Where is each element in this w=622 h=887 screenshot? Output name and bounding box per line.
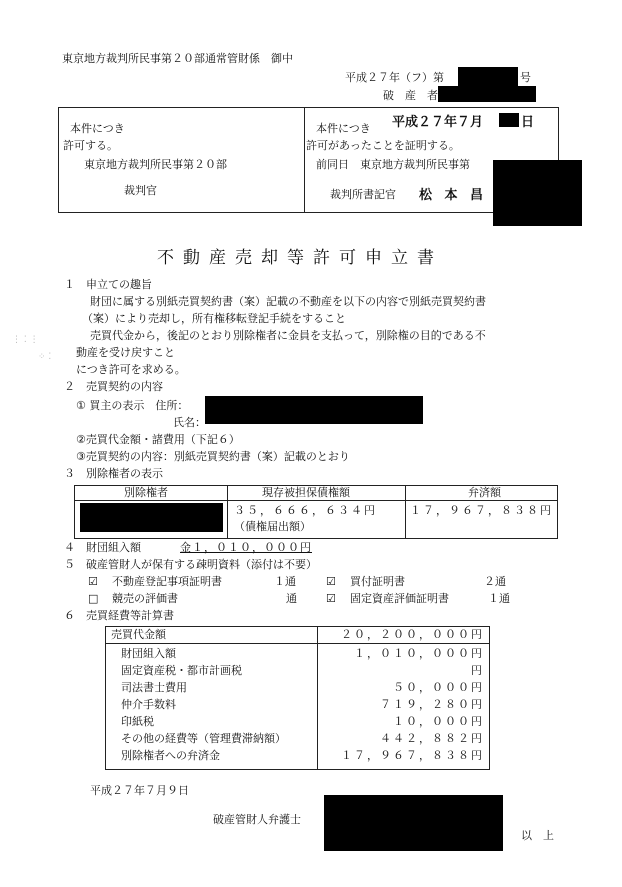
estate-amount: 金１，０１０，０００円	[180, 541, 312, 554]
expense-row-value: 円	[471, 664, 484, 677]
evidence-item-label: 買付証明書	[350, 575, 405, 588]
column-header-creditor: 別除権者	[124, 486, 168, 499]
table-col-divider	[227, 485, 228, 538]
secured-note: （債権届出額）	[234, 520, 311, 533]
section1-p3: につき許可を求める。	[76, 363, 186, 376]
evidence-item-label: 固定資産評価証明書	[350, 592, 449, 605]
case-number-prefix: 平成２７年（フ）第	[345, 71, 444, 84]
expense-row-label: 仲介手数料	[121, 698, 176, 711]
footer-date: 平成２７年７月９日	[90, 784, 189, 797]
section1-p1-line2: （案）により売却し，所有権移転登記手続をすること	[82, 312, 346, 325]
expense-row-label: その他の経費等（管理費滞納額）	[121, 732, 286, 745]
bankrupt-label: 破 産 者	[383, 89, 438, 102]
certificate-date-day-suffix: 日	[521, 115, 535, 130]
evidence-item-mark: ☑	[326, 592, 336, 605]
section1-p2-line2: 動産を受け戻すこと	[76, 346, 175, 359]
permission-line2: 許可する。	[63, 139, 118, 152]
section1-p2-line1: 売買代金から，後記のとおり別除権者に金員を支払って，別除権の目的である不	[90, 329, 486, 342]
redacted-day	[499, 113, 519, 127]
clerk-name: 松 本 昌	[419, 188, 488, 203]
permission-line1: 本件につき	[70, 122, 125, 135]
section3-heading: ３ 別除権者の表示	[64, 467, 163, 480]
evidence-item-count: １通	[274, 575, 296, 588]
evidence-item-mark: ☑	[88, 575, 98, 588]
evidence-item-mark: □	[88, 592, 99, 605]
section1-heading: １ 申立ての趣旨	[64, 278, 152, 291]
evidence-item-mark: ☑	[326, 575, 336, 588]
permission-court: 東京地方裁判所民事第２０部	[84, 158, 227, 171]
section4-heading: ４ 財団組入額	[64, 541, 141, 554]
certificate-line3: 前同日 東京地方裁判所民事第	[316, 158, 470, 171]
expense-row-label: 印紙税	[121, 715, 154, 728]
column-header-repayment: 弁済額	[468, 486, 501, 499]
expense-col-divider	[317, 626, 318, 769]
expense-total-label: 売買代金額	[111, 628, 166, 641]
expense-total-value: ２０，２００，０００円	[341, 628, 484, 641]
section1-p1-line1: 財団に属する別紙売買契約書（案）記載の不動産を以下の内容で別紙売買契約書	[90, 295, 486, 308]
expense-row-label: 財団組入額	[121, 647, 176, 660]
expense-row-value: １，０１０，０００円	[354, 647, 484, 660]
scan-dots: ⋮ ⁚ ⋮	[12, 335, 39, 345]
section2-item3: ③売買契約の内容：別紙売買契約書（案）記載のとおり	[76, 450, 350, 463]
addressee: 東京地方裁判所民事第２０部通常管財係 御中	[62, 52, 293, 65]
expense-row-value: ５０，０００円	[393, 681, 484, 694]
expense-divider	[105, 643, 489, 644]
redacted-buyer	[205, 396, 423, 424]
certificate-line2: 許可があったことを証明する。	[306, 139, 460, 152]
permission-judge: 裁判官	[124, 184, 157, 197]
expense-row-label: 別除権者への弁済金	[121, 749, 220, 762]
expense-row-label: 固定資産税・都市計画税	[121, 664, 242, 677]
buyer-name-label: 氏名：	[173, 416, 206, 429]
clerk-title: 裁判所書記官	[330, 188, 396, 201]
case-number-suffix: 号	[520, 71, 531, 84]
column-header-secured: 現存被担保債権額	[262, 486, 350, 499]
redacted-clerk-seal	[493, 160, 582, 226]
evidence-item-count: １通	[488, 592, 510, 605]
expense-row-label: 司法書士費用	[121, 681, 187, 694]
redacted-signer	[324, 795, 503, 851]
signer-label: 破産管財人弁護士	[213, 813, 301, 826]
buyer-address-label: ① 買主の表示 住所：	[76, 399, 189, 412]
redacted-creditor	[80, 503, 223, 532]
section6-heading: ６ 売買経費等計算書	[64, 609, 174, 622]
redacted-bankrupt-name	[438, 86, 536, 102]
evidence-item-label: 不動産登記事項証明書	[112, 575, 222, 588]
section2-heading: ２ 売買契約の内容	[64, 380, 163, 393]
closing: 以 上	[521, 829, 554, 842]
table-divider	[74, 500, 557, 501]
expense-row-value: ４４２，８８２円	[380, 732, 484, 745]
evidence-item-count: ２通	[484, 575, 506, 588]
expense-row-value: １７，９６７，８３８円	[341, 749, 484, 762]
expense-row-value: １０，０００円	[393, 715, 484, 728]
section2-item2: ②売買代金額・諸費用（下記６）	[76, 433, 240, 446]
certificate-date-stamp: 平成２７年７月	[392, 115, 484, 130]
section5-heading: ５ 破産管財人が保有する疎明資料（添付は不要）	[64, 558, 317, 571]
table-col-divider-2	[405, 485, 406, 538]
page-title: 不動産売却等許可申立書	[157, 248, 443, 268]
evidence-item-label: 競売の評価書	[112, 592, 178, 605]
evidence-item-count: 通	[286, 592, 297, 605]
expense-row-value: ７１９，２８０円	[380, 698, 484, 711]
redacted-case-number	[458, 67, 518, 86]
certificate-line1: 本件につき	[316, 122, 371, 135]
scan-dots-2: ⁘ ⁚	[38, 352, 52, 362]
repayment-amount: １７，９６７，８３８円	[410, 504, 553, 517]
secured-amount: ３５，６６６，６３４円	[234, 504, 377, 517]
